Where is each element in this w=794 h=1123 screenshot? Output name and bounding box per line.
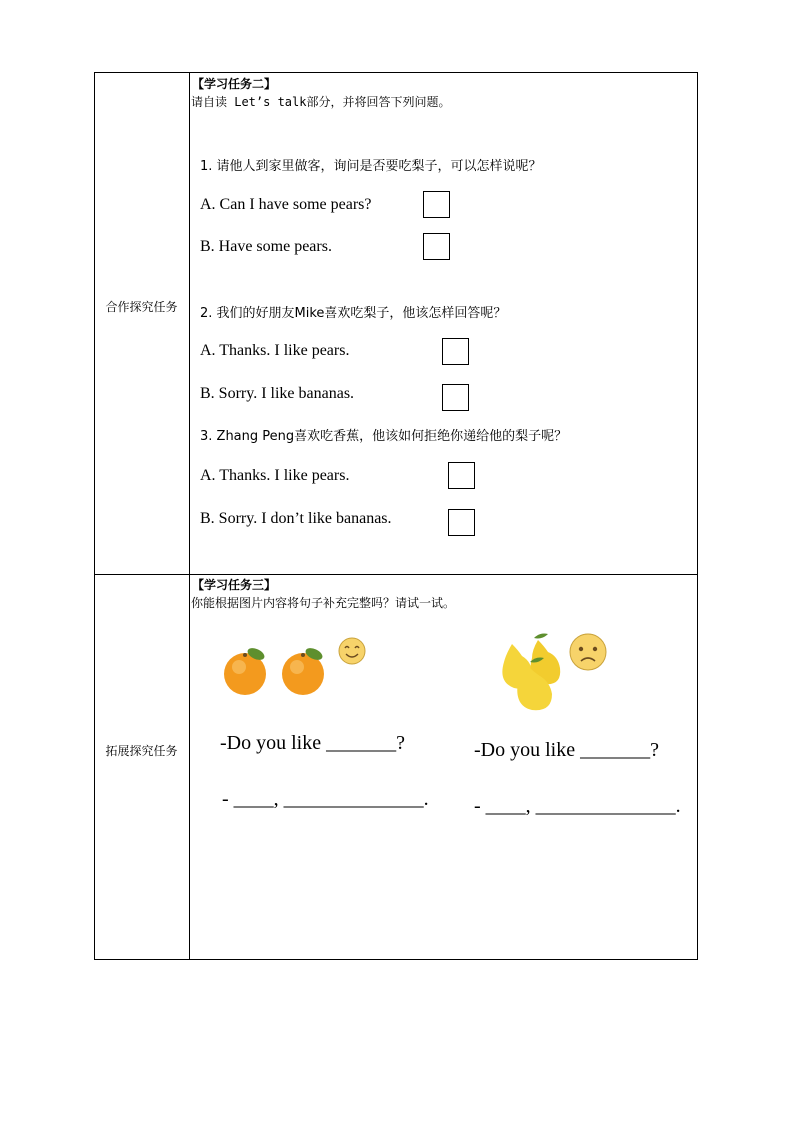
pears-image <box>494 630 614 716</box>
question-2-option-b-checkbox[interactable] <box>442 384 469 411</box>
oranges-image <box>218 632 378 702</box>
question-3: 3. Zhang Peng喜欢吃香蕉，他该如何拒绝你递给他的梨子呢？ <box>200 429 568 444</box>
question-1-option-a-checkbox[interactable] <box>423 191 450 218</box>
question-2-option-b: B. Sorry. I like bananas. <box>200 385 355 402</box>
leaf-icon <box>534 634 548 639</box>
right-answer-sentence: - ____, ______________. <box>474 795 681 817</box>
question-3-option-a: A. Thanks. I like pears. <box>200 467 350 484</box>
question-1-option-a: A. Can I have some pears? <box>200 196 372 213</box>
orange-icon <box>282 646 324 695</box>
task-three-instruction: 你能根据图片内容将句子补充完整吗？请试一试。 <box>191 596 456 610</box>
question-1-option-b: B. Have some pears. <box>200 238 332 255</box>
column-divider <box>189 72 190 960</box>
orange-icon <box>224 646 266 695</box>
question-2: 2. 我们的好朋友Mike喜欢吃梨子，他该怎样回答呢？ <box>200 306 507 321</box>
worksheet-table <box>94 72 698 960</box>
question-1: 1. 请他人到家里做客，询问是否要吃梨子，可以怎样说呢？ <box>200 159 542 174</box>
left-answer-sentence: - ____, ______________. <box>222 788 429 810</box>
task-two-instruction: 请自读 Let’s talk部分，并将回答下列问题。 <box>191 95 451 109</box>
row-label-cooperative-task: 合作探究任务 <box>105 300 178 314</box>
task-two-title: 【学习任务二】 <box>192 77 277 91</box>
question-2-option-a: A. Thanks. I like pears. <box>200 342 350 359</box>
task-three-title: 【学习任务三】 <box>192 578 277 592</box>
right-question-sentence: -Do you like _______? <box>474 739 659 761</box>
question-3-option-b: B. Sorry. I don’t like bananas. <box>200 510 392 527</box>
left-question-sentence: -Do you like _______? <box>220 732 405 754</box>
question-2-option-a-checkbox[interactable] <box>442 338 469 365</box>
question-3-option-b-checkbox[interactable] <box>448 509 475 536</box>
sad-face-icon <box>570 634 606 670</box>
question-3-option-a-checkbox[interactable] <box>448 462 475 489</box>
question-1-option-b-checkbox[interactable] <box>423 233 450 260</box>
row-divider <box>94 574 698 575</box>
smiley-face-icon <box>339 638 365 664</box>
row-label-extension-task: 拓展探究任务 <box>105 744 178 758</box>
